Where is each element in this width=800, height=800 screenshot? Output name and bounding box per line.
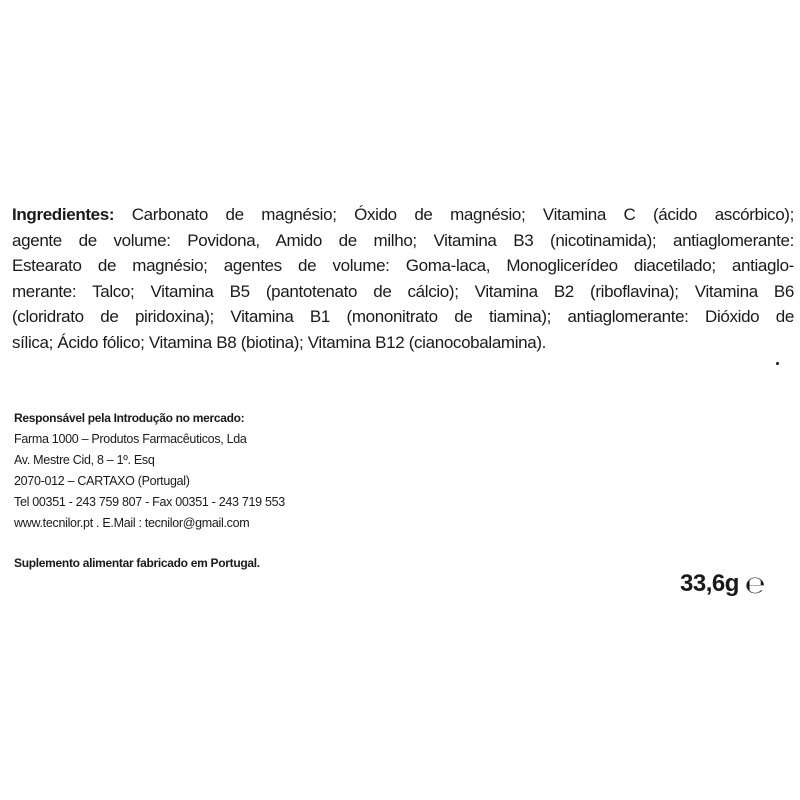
ingredients-line-4: merante: Talco; Vitamina B5 (pantotenato de cálcio); Vitamina B2 (riboflavina); Vitamina B6 (12, 281, 794, 301)
net-weight (680, 570, 765, 598)
ingredients-line-2: agente de volume: Povidona, Amido de milho; Vitamina B3 (nicotinamida); antiaglomerante: (12, 230, 794, 250)
ingredients-line-3: Estearato de magnésio; agentes de volume: Goma-laca, Monoglicerídeo diacetilado; antiaglo- (12, 256, 794, 275)
address-city: 2070-012 – CARTAXO (Portugal) (14, 474, 190, 488)
web-email: www.tecnilor.pt . E.Mail : tecnilor@gmail.com (14, 516, 250, 530)
ingredients-line-6: sílica; Ácido fólico; Vitamina B8 (biotina); Vitamina B12 (cianocobalamina). (12, 332, 547, 352)
ingredients-line-1 (12, 202, 794, 228)
address-street: Av. Mestre Cid, 8 – 1º. Esq (14, 453, 155, 467)
ingredients-block (12, 202, 794, 355)
supplement-note: Suplemento alimentar fabricado em Portugal. (14, 556, 260, 570)
ingredients-label: Ingredientes: (12, 205, 115, 224)
responsible-title: Responsável pela Introdução no mercado: (14, 411, 245, 425)
responsible-block (14, 408, 574, 534)
ingredients-text: Carbonato de magnésio; Óxido de magnésio; Vitamina C (ácido ascórbico); (114, 205, 794, 224)
net-weight-value: 33,6g (680, 570, 739, 597)
company-name: Farma 1000 – Produtos Farmacêuticos, Lda (14, 432, 247, 446)
estimated-sign-icon: ℮ (744, 571, 766, 599)
ingredients-line-5: (cloridrato de piridoxina); Vitamina B1 (mononitrato de tiamina); antiaglomerante: Dióxido de (12, 307, 794, 326)
stray-dot (776, 362, 779, 365)
phone-fax: Tel 00351 - 243 759 807 - Fax 00351 - 243 719 553 (14, 495, 285, 509)
